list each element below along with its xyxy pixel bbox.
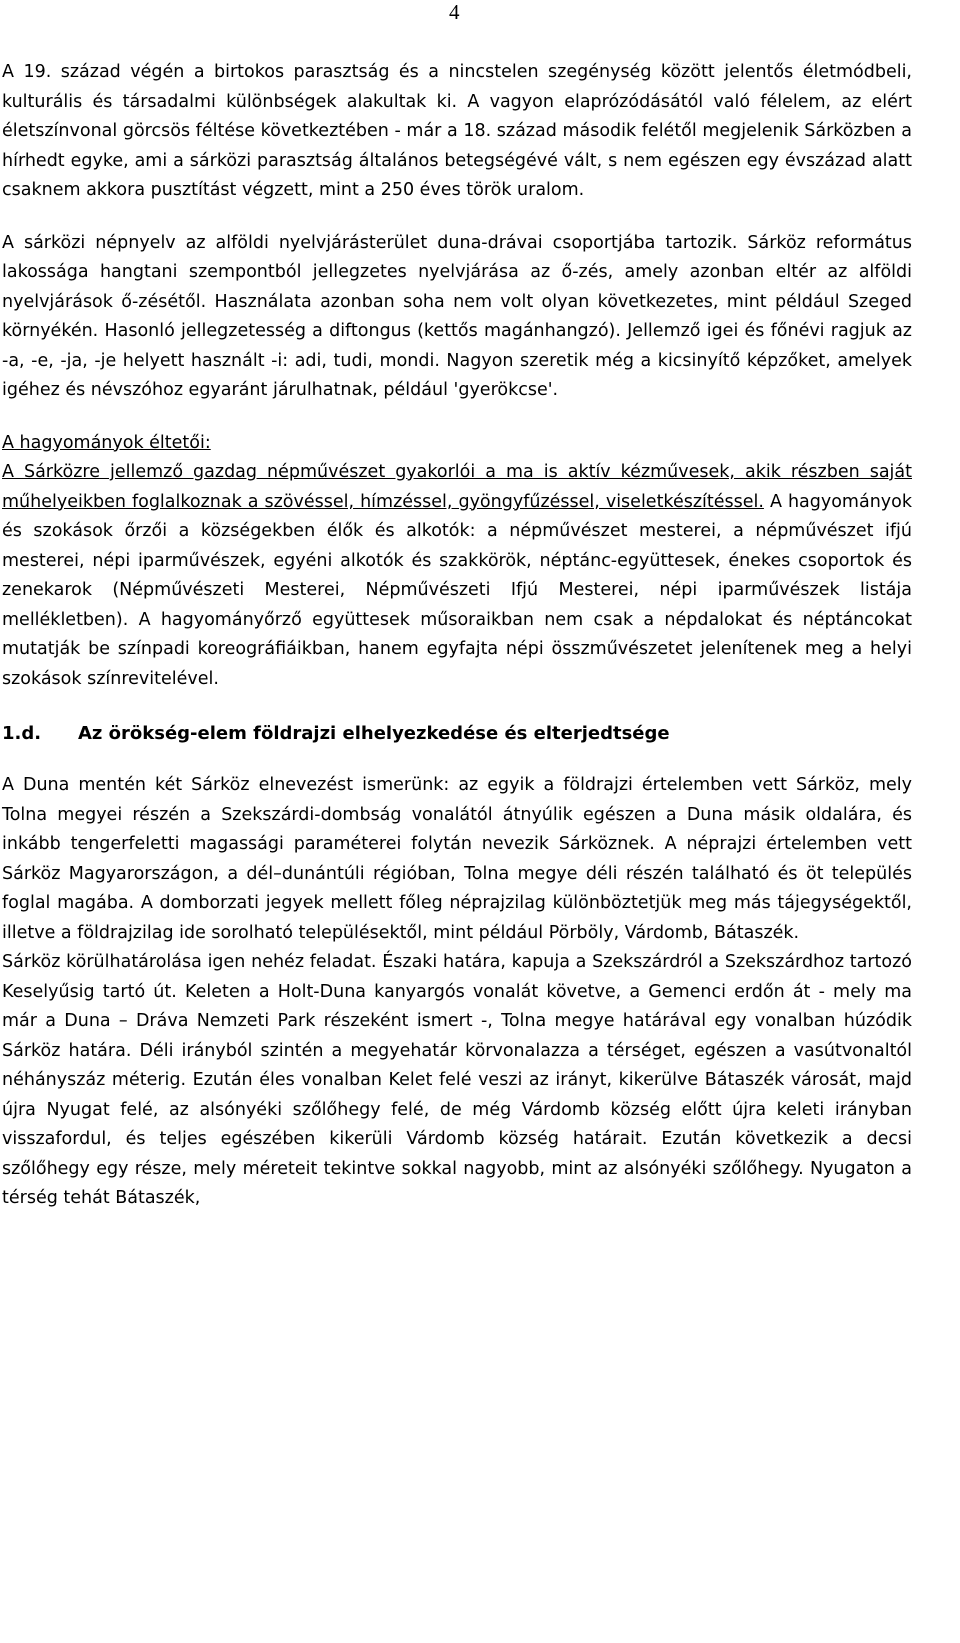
paragraph-gap — [2, 206, 912, 229]
section-number: 1.d. — [2, 723, 42, 744]
page-number: 4 — [449, 0, 460, 24]
document-body — [2, 58, 912, 1214]
paragraph-gap — [2, 406, 912, 429]
paragraph-social-differences: A 19. század végén a birtokos parasztság és a nincstelen szegénység között jelentős életmódbeli, kulturális és társadalmi különbségek alakultak ki. A vagyon elaprózódásától való félelem, az elért életszínvonal görcsös féltése következtében - már a 18. század második felétől megjelenik Sárközben a hírhedt egyke, ami a sárközi parasztság általános betegségévé vált, s nem egészen egy évszázad alatt csaknem akkora pusztítást végzett, mint a 250 éves török uralom. — [2, 62, 912, 200]
paragraph-tradition-keepers — [2, 458, 912, 694]
paragraph-sarkoz-naming: A Duna mentén két Sárköz elnevezést ismerünk: az egyik a földrajzi értelemben vett Sárköz, mely Tolna megyei részén a Szekszárdi-dombság vonalától átnyúlik egészen a Duna másik oldalára, és inkább tengerfeletti magassági paraméterei folytán nevezik Sárköznek. A néprajzi értelemben vett Sárköz Magyarországon, a dél–dunántúli régióban, Tolna megye déli részén található és öt település foglal magába. A domborzati jegyek mellett főleg néprajzilag különböztetjük meg más tájegységektől, illetve a földrajzilag ide sorolható településektől, mint például Pörböly, Várdomb, Bátaszék. — [2, 775, 912, 943]
tradition-keepers-text: A hagyományok és szokások őrzői a községekben élők és alkotók: a népművészet mesterei, a népművészet ifjú mesterei, népi iparművészek, egyéni alkotók és szakkörök, néptánc-együttesek, énekes csoportok és zenekarok (Népművészeti Mesterei, Népművészeti Ifjú Mesterei, népi iparművészek listája mellékletben). A hagyományőrző együttesek műsoraikban nem csak a népdalokat és néptáncokat mutatják be színpadi koreográfiáikban, hanem egyfajta népi összművészetet jelenítenek meg a helyi szokások színrevitelével. — [2, 491, 912, 689]
tradition-keepers-underlined-text: A Sárközre jellemző gazdag népművészet gyakorlói a ma is aktív kézművesek, akik részben saját műhelyeikben foglalkoznak a szövéssel, hímzéssel, gyöngyfűzéssel, viseletkészítéssel. — [2, 462, 912, 512]
paragraph-tradition-keepers-title: A hagyományok éltetői: — [2, 432, 211, 453]
paragraph-dialect: A sárközi népnyelv az alföldi nyelvjárásterület duna-drávai csoportjába tartozik. Sárköz református lakossága hangtani szempontból jellegzetes nyelvjárása az ő-zés, amely azonban eltér az alföldi nyelvjárások ő-zésétől. Használata azonban soha nem volt olyan következetes, mint például Szeged környékén. Hasonló jellegzetesség a diftongus (kettős magánhangzó). Jellemző igei és főnévi ragjuk az -a, -e, -ja, -je helyett használt -i: adi, tudi, mondi. Nagyon szeretik még a kicsinyítő képzőket, amelyek igéhez és névszóhoz egyaránt járulhatnak, például 'gyerökcse'. — [2, 232, 912, 400]
paragraph-sarkoz-borders: Sárköz körülhatárolása igen nehéz feladat. Északi határa, kapuja a Szekszárdról a Szekszárdhoz tartozó Keselyűsig tartó út. Keleten a Holt-Duna kanyargós vonalát követve, a Gemenci erdőn át - mely ma már a Duna – Dráva Nemzeti Park részeként ismert -, Tolna megye határával egy vonalban húzódik Sárköz határa. Déli irányból szintén a megyehatár körvonalazza a térséget, egészen a vasútvonaltól néhányszáz méterig. Ezután éles vonalban Kelet felé veszi az irányt, kikerülve Bátaszék városát, majd újra Nyugat felé, az alsónyéki szőlőhegy felé, de még Várdomb község előtt újra keleti irányban visszafordul, és teljes egészében kikerüli Várdomb község határait. Ezután következik a decsi szőlőhegy egy része, mely méreteit tekintve sokkal nagyobb, mint az alsónyéki szőlőhegy. Nyugaton a térség tehát Bátaszék, — [2, 952, 912, 1208]
section-title: Az örökség-elem földrajzi elhelyezkedése és elterjedtsége — [78, 723, 670, 744]
section-heading — [2, 719, 912, 749]
heading-gap — [2, 694, 912, 719]
heading-gap — [2, 749, 912, 771]
